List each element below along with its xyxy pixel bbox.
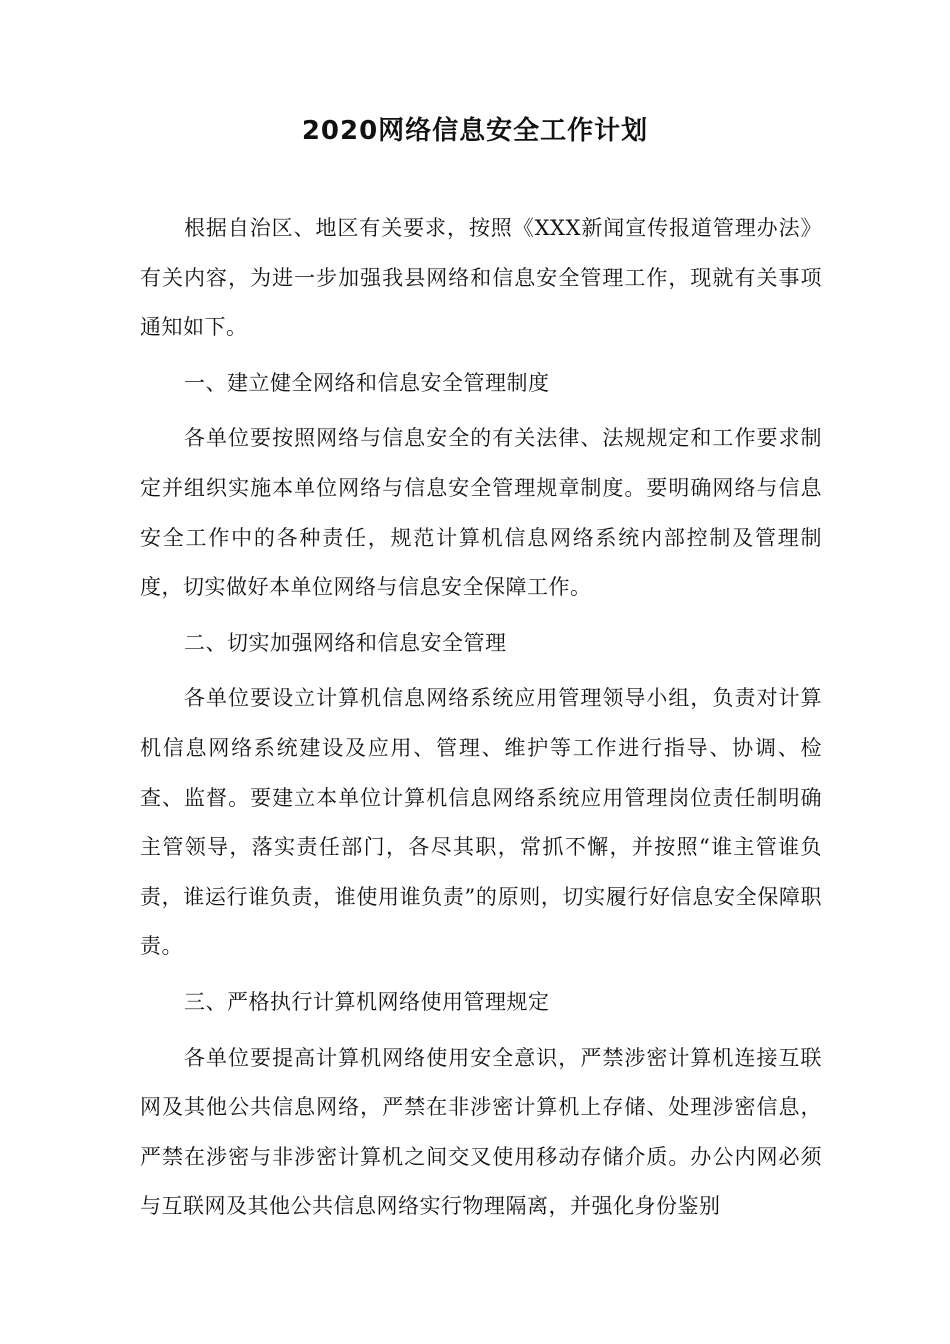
section-3-heading: 三、严格执行计算机网络使用管理规定 xyxy=(184,989,550,1014)
section-2-body: 各单位要设立计算机信息网络系统应用管理领导小组，负责对计算机信息网络系统建设及应用、管理、维护等工作进行指导、协调、检查、监督。要建立本单位计算机信息网络系统应用管理岗位责任制明确主管领导，落实责任部门，各尽其职，常抓不懈，并按照“谁主管谁负责，谁运行谁负责，谁使用谁负责”的原则，切实履行好信息安全保障职责。 xyxy=(140,686,822,959)
intro-paragraph: 根据自治区、地区有关要求，按照《XXX新闻宣传报道管理办法》有关内容，为进一步加强我县网络和信息安全管理工作，现就有关事项通知如下。 xyxy=(140,216,822,340)
section-3-body: 各单位要提高计算机网络使用安全意识，严禁涉密计算机连接互联网及其他公共信息网络，严禁在非涉密计算机上存储、处理涉密信息，严禁在涉密与非涉密计算机之间交叉使用移动存储介质。办公内网必须与互联网及其他公共信息网络实行物理隔离，并强化身份鉴别 xyxy=(140,1045,822,1219)
section-1-body: 各单位要按照网络与信息安全的有关法律、法规规定和工作要求制定并组织实施本单位网络与信息安全管理规章制度。要明确网络与信息安全工作中的各种责任，规范计算机信息网络系统内部控制及管理制度，切实做好本单位网络与信息安全保障工作。 xyxy=(140,426,822,600)
document-title: 2020网络信息安全工作计划 xyxy=(301,116,649,146)
document-body xyxy=(140,204,822,1238)
section-2-heading: 二、切实加强网络和信息安全管理 xyxy=(184,630,507,655)
section-1-heading: 一、建立健全网络和信息安全管理制度 xyxy=(184,370,550,395)
